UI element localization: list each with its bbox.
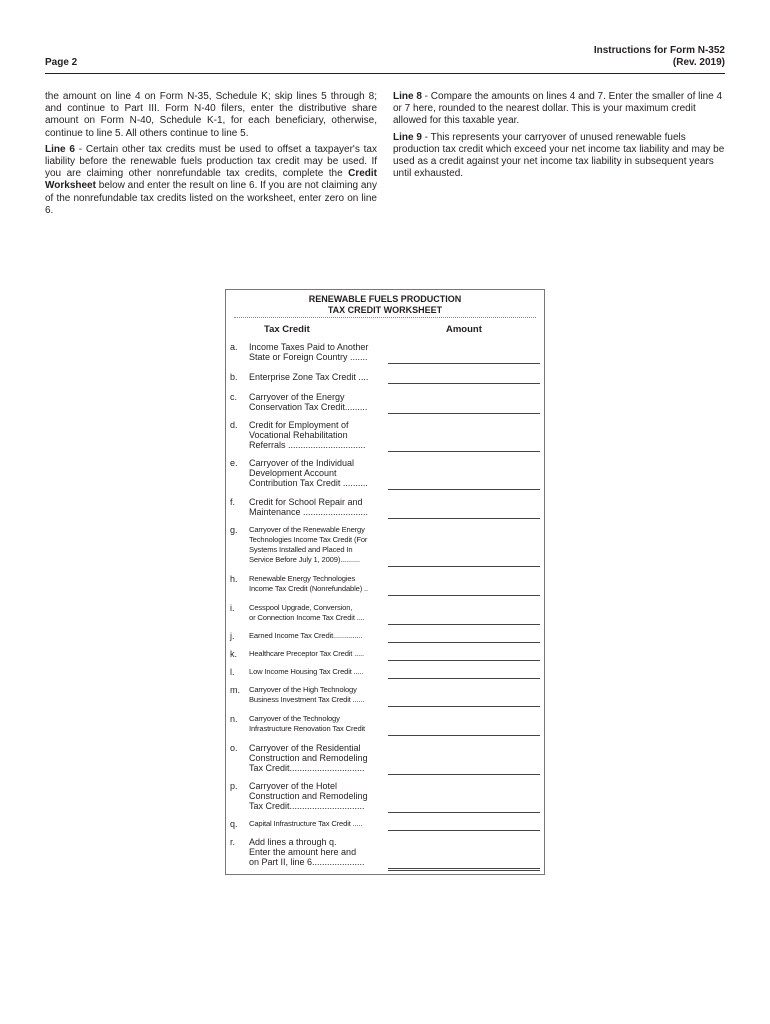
worksheet-row-letter: f. [230,497,236,507]
worksheet-row-letter: g. [230,525,238,535]
worksheet-row-letter: i. [230,603,235,613]
credit-worksheet [225,289,545,875]
worksheet-title-divider [234,317,536,318]
amount-entry-line[interactable] [388,451,540,452]
worksheet-row-letter: o. [230,743,238,753]
tax-credit-column-header: Tax Credit [264,324,310,335]
worksheet-row-letter: c. [230,392,238,402]
worksheet-row-label: Carryover of the Renewable Energy Technologies Income Tax Credit (For Systems Installed and Placed In Service Before July 1, 2009).......... [249,525,368,564]
worksheet-row-label: Income Taxes Paid to Another State or Foreign Country ....... [249,342,369,362]
amount-entry-line[interactable] [388,868,540,871]
worksheet-row-label: Credit for Employment of Vocational Rehabilitation Referrals ............................... [249,420,366,450]
amount-entry-line[interactable] [388,735,540,736]
header-divider [45,73,725,74]
worksheet-row-letter: e. [230,458,238,468]
line9-instructions [393,132,725,181]
amount-entry-line[interactable] [388,566,540,567]
worksheet-row-label: Carryover of the Individual Development Account Contribution Tax Credit .......... [249,458,368,488]
worksheet-row-label: Earned Income Tax Credit............... [249,631,363,640]
worksheet-row-letter: m. [230,685,240,695]
line9-label: Line 9 [393,131,422,143]
worksheet-row-letter: q. [230,819,238,829]
amount-entry-line[interactable] [388,774,540,775]
amount-entry-line[interactable] [388,624,540,625]
line8-label: Line 8 [393,91,422,102]
worksheet-row-label: Carryover of the Hotel Construction and Remodeling Tax Credit.............................. [249,781,368,811]
line8-instructions [393,91,725,128]
form-header [594,45,725,69]
worksheet-row-letter: j. [230,631,235,641]
worksheet-row-label: Renewable Energy Technologies Income Tax Credit (Nonrefundable) .. [249,574,368,593]
worksheet-row-letter: n. [230,714,238,724]
worksheet-row-label: Cesspool Upgrade, Conversion, or Connection Income Tax Credit .... [249,603,365,622]
worksheet-row-letter: l. [230,667,235,677]
amount-column-header: Amount [446,324,482,335]
amount-entry-line[interactable] [388,678,540,679]
amount-entry-line[interactable] [388,812,540,813]
worksheet-row-label: Low Income Housing Tax Credit ..... [249,667,364,676]
form-title: Instructions for Form N-352 [593,45,725,56]
amount-entry-line[interactable] [388,489,540,490]
right-column [393,91,725,184]
worksheet-row-label: Credit for School Repair and Maintenance .......................... [249,497,369,517]
worksheet-row-letter: r. [230,837,236,847]
worksheet-row-letter: p. [230,781,238,791]
worksheet-row-letter: h. [230,574,238,584]
worksheet-row-label: Carryover of the Residential Construction and Remodeling Tax Credit.............................. [249,743,368,773]
worksheet-row-label: Capital Infrastructure Tax Credit ..... [249,819,363,828]
worksheet-row-letter: a. [230,342,238,352]
amount-entry-line[interactable] [388,363,540,364]
worksheet-title [226,294,544,316]
amount-entry-line[interactable] [388,830,540,831]
form-revision: (Rev. 2019) [672,57,725,68]
left-column [45,91,377,221]
amount-entry-line[interactable] [388,518,540,519]
line9-text: - This represents your carryover of unused renewable fuels production tax credit which exceed your net income tax liability and may be used as a credit against your net income tax liability in subsequent years until exhausted. [393,131,725,180]
worksheet-row-label: Enterprise Zone Tax Credit .... [249,372,369,382]
amount-entry-line[interactable] [388,706,540,707]
amount-entry-line[interactable] [388,660,540,661]
worksheet-row-label: Healthcare Preceptor Tax Credit ..... [249,649,365,658]
worksheet-title-line1: RENEWABLE FUELS PRODUCTION [308,294,462,304]
worksheet-row-label: Carryover of the High Technology Business Investment Tax Credit ...... [249,685,365,704]
worksheet-row-letter: b. [230,372,238,382]
amount-entry-line[interactable] [388,413,540,414]
line6-instructions [45,144,377,217]
worksheet-row-letter: d. [230,420,238,430]
line5-continuation: the amount on line 4 on Form N-35, Schedule K; skip lines 5 through 8; and continue to Part III. Form N-40 filers, enter the distributive share amount on Form N-40, Schedule K-1, for each beneficiary, otherwise, continue to line 5. All others continue to line 5. [45,91,377,139]
amount-entry-line[interactable] [388,383,540,384]
credit-worksheet-ref: Credit Worksheet [45,168,377,192]
worksheet-row-label: Carryover of the Technology Infrastructure Renovation Tax Credit [249,714,366,733]
worksheet-row-label: Carryover of the Energy Conservation Tax Credit......... [249,392,368,412]
amount-entry-line[interactable] [388,642,540,643]
worksheet-title-line2: TAX CREDIT WORKSHEET [327,305,443,315]
amount-entry-line[interactable] [388,595,540,596]
line6-label: Line 6 [45,143,75,155]
line8-text: - Compare the amounts on lines 4 and 7. Enter the smaller of line 4 or 7 here, rounded to the nearest dollar. This is your maximum credit allowed for this taxable year. [393,91,723,127]
line6-text-b: below and enter the result on line 6. If you are not claiming any of the nonrefundable tax credits listed on the worksheet, enter zero on line 6. [45,180,377,216]
worksheet-row-letter: k. [230,649,238,659]
line6-text-a: - Certain other tax credits must be used to offset a taxpayer's tax liability before the renewable fuels production tax credit may be used. If you are claiming other nonrefundable tax credits, complete the [45,143,377,180]
page-number: Page 2 [45,57,78,68]
worksheet-row-label: Add lines a through q. Enter the amount here and on Part II, line 6..................... [249,837,365,867]
